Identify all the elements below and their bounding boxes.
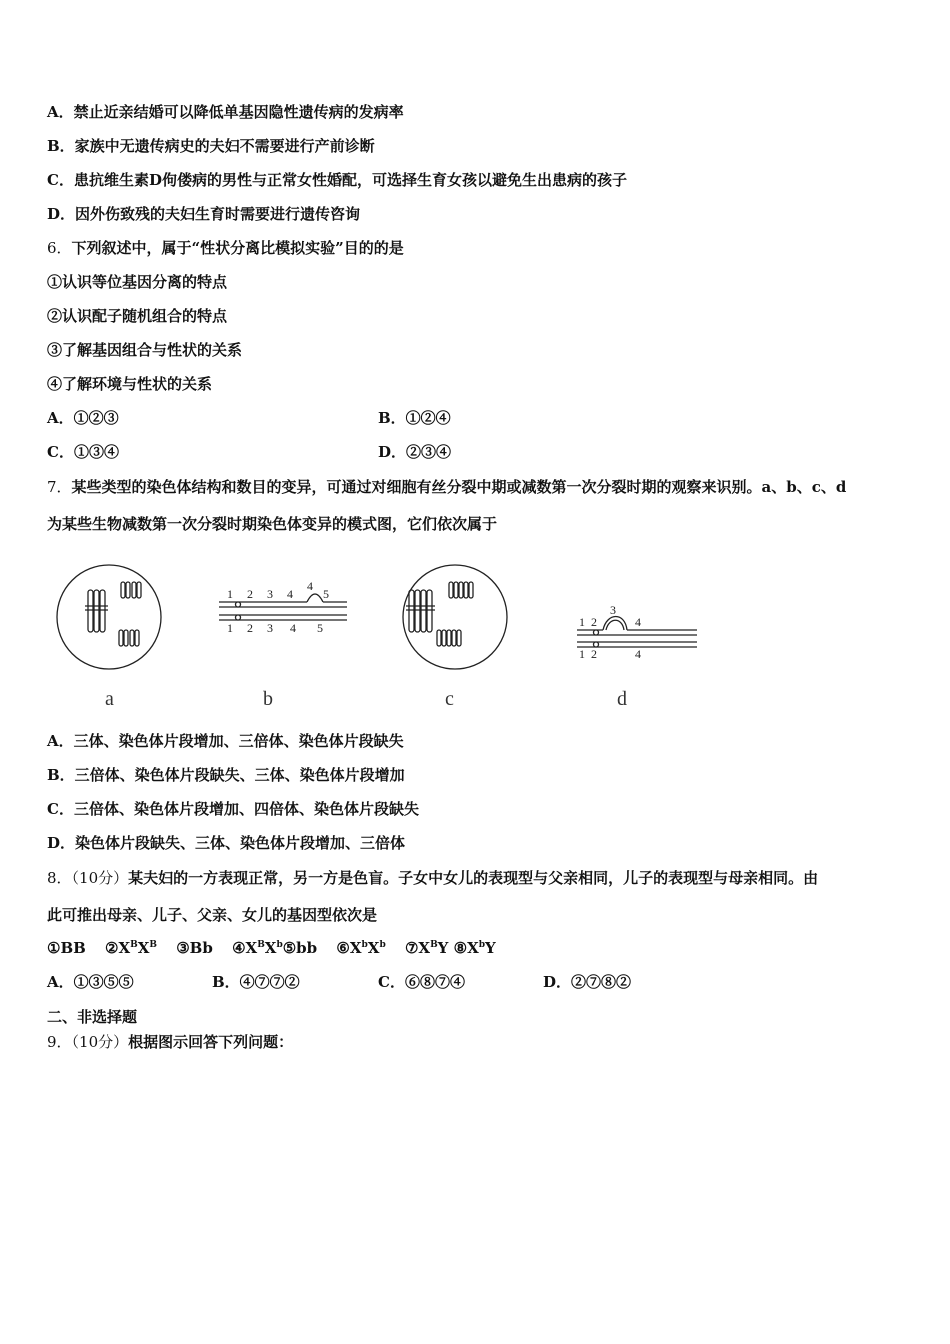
q6-item-3: ③了解基因组合与性状的关系: [47, 341, 243, 359]
fig-b-bottom-2: 2: [247, 621, 253, 635]
figure-d-label: d: [617, 688, 627, 710]
genotype-6: $⑥X^bX^b$: [336, 939, 386, 957]
q7-option-b: B．三倍体、染色体片段缺失、三体、染色体片段增加: [47, 766, 405, 784]
q7-number: 7．: [47, 478, 72, 496]
q5-option-d: D．因外伤致残的夫妇生育时需要进行遗传咨询: [47, 205, 361, 223]
genotype-3: ③Bb: [176, 939, 213, 957]
q6-option-d: D．②③④: [378, 443, 452, 461]
q8-option-c: C．⑥⑧⑦④: [378, 973, 465, 991]
fig-d-bottom-1: 1: [579, 647, 585, 661]
q5-option-b: B．家族中无遗传病史的夫妇不需要进行产前诊断: [47, 137, 375, 155]
q7-stem-line1: [47, 477, 846, 497]
fig-b-bottom-3: 3: [267, 621, 273, 635]
q7-option-a: A．三体、染色体片段增加、三倍体、染色体片段缺失: [47, 732, 404, 750]
genotype-2: $②X^BX^B$: [105, 939, 157, 957]
q9-number: 9．: [47, 1033, 72, 1051]
q9-stem: [47, 1032, 293, 1052]
fig-d-bottom-4: 4: [635, 647, 641, 661]
q8-score: （10分）: [71, 869, 129, 887]
figure-b-label: b: [263, 688, 273, 710]
figure-a: [57, 565, 161, 669]
genotype-4-5: $④X^BX^b⑤bb$: [232, 939, 318, 957]
section-2-title: 二、非选择题: [47, 1008, 138, 1026]
q8-option-d: D．②⑦⑧②: [543, 973, 632, 991]
q7-stem-line2: 为某些生物减数第一次分裂时期染色体变异的模式图，它们依次属于: [47, 515, 498, 533]
fig-b-bottom-5: 5: [317, 621, 323, 635]
q7-option-c: C．三倍体、染色体片段增加、四倍体、染色体片段缺失: [47, 800, 419, 818]
q6-option-b: B．①②④: [378, 409, 451, 427]
q5-option-c: C．患抗维生素D佝偻病的男性与正常女性婚配，可选择生育女孩以避免生出患病的孩子: [47, 171, 627, 189]
q8-genotypes: [47, 938, 496, 958]
q8-option-b: B．④⑦⑦②: [212, 973, 300, 991]
chromosome-figure: [47, 560, 747, 720]
q6-option-a: A．①②③: [47, 409, 119, 427]
q9-stem-text: 根据图示回答下列问题：: [128, 1033, 294, 1051]
fig-d-top-4: 4: [635, 615, 641, 629]
fig-d-top-3: 3: [610, 603, 616, 617]
q6-item-4: ④了解环境与性状的关系: [47, 375, 213, 393]
fig-b-top-4: 4: [287, 587, 293, 601]
fig-b-top-1: 1: [227, 587, 233, 601]
q8-option-a: A．①③⑤⑤: [47, 973, 134, 991]
figure-c: [403, 565, 507, 669]
q8-stem-text1: 某夫妇的一方表现正常，另一方是色盲。子女中女儿的表现型与父亲相同，儿子的表现型与母亲相同。由: [128, 869, 819, 887]
q5-option-a: A．禁止近亲结婚可以降低单基因隐性遗传病的发病率: [47, 103, 404, 121]
fig-b-top-5: 5: [323, 587, 329, 601]
fig-b-bottom-1: 1: [227, 621, 233, 635]
q8-stem-line1: [47, 868, 818, 888]
q7-stem-text1: 某些类型的染色体结构和数目的变异，可通过对细胞有丝分裂中期或减数第一次分裂时期的观察来识别。a、b、c、d: [71, 478, 847, 496]
figure-c-label: c: [445, 688, 454, 710]
q6-option-c: C．①③④: [47, 443, 119, 461]
q6-stem: [47, 238, 404, 258]
q8-number: 8．: [47, 869, 72, 887]
q7-option-d: D．染色体片段缺失、三体、染色体片段增加、三倍体: [47, 834, 406, 852]
genotype-8: $⑧X^bY$: [453, 939, 496, 957]
figure-a-label: a: [105, 688, 114, 710]
q6-item-1: ①认识等位基因分离的特点: [47, 273, 228, 291]
fig-b-top-3: 3: [267, 587, 273, 601]
genotype-1: ①BB: [47, 939, 86, 957]
fig-b-top-2: 2: [247, 587, 253, 601]
q8-stem-line2: 此可推出母亲、儿子、父亲、女儿的基因型依次是: [47, 906, 378, 924]
q6-item-2: ②认识配子随机组合的特点: [47, 307, 228, 325]
q6-number: 6．: [47, 239, 72, 257]
fig-d-bottom-2: 2: [591, 647, 597, 661]
fig-b-bottom-4: 4: [290, 621, 296, 635]
fig-d-top-1: 1: [579, 615, 585, 629]
q9-score: （10分）: [71, 1033, 129, 1051]
fig-b-top-4b: 4: [307, 579, 313, 593]
q6-stem-text: 下列叙述中，属于“性状分离比模拟实验”目的的是: [71, 239, 404, 257]
genotype-7: $⑦X^BY$: [404, 939, 449, 957]
chromosome-figure-svg: [47, 560, 747, 720]
fig-d-top-2: 2: [591, 615, 597, 629]
